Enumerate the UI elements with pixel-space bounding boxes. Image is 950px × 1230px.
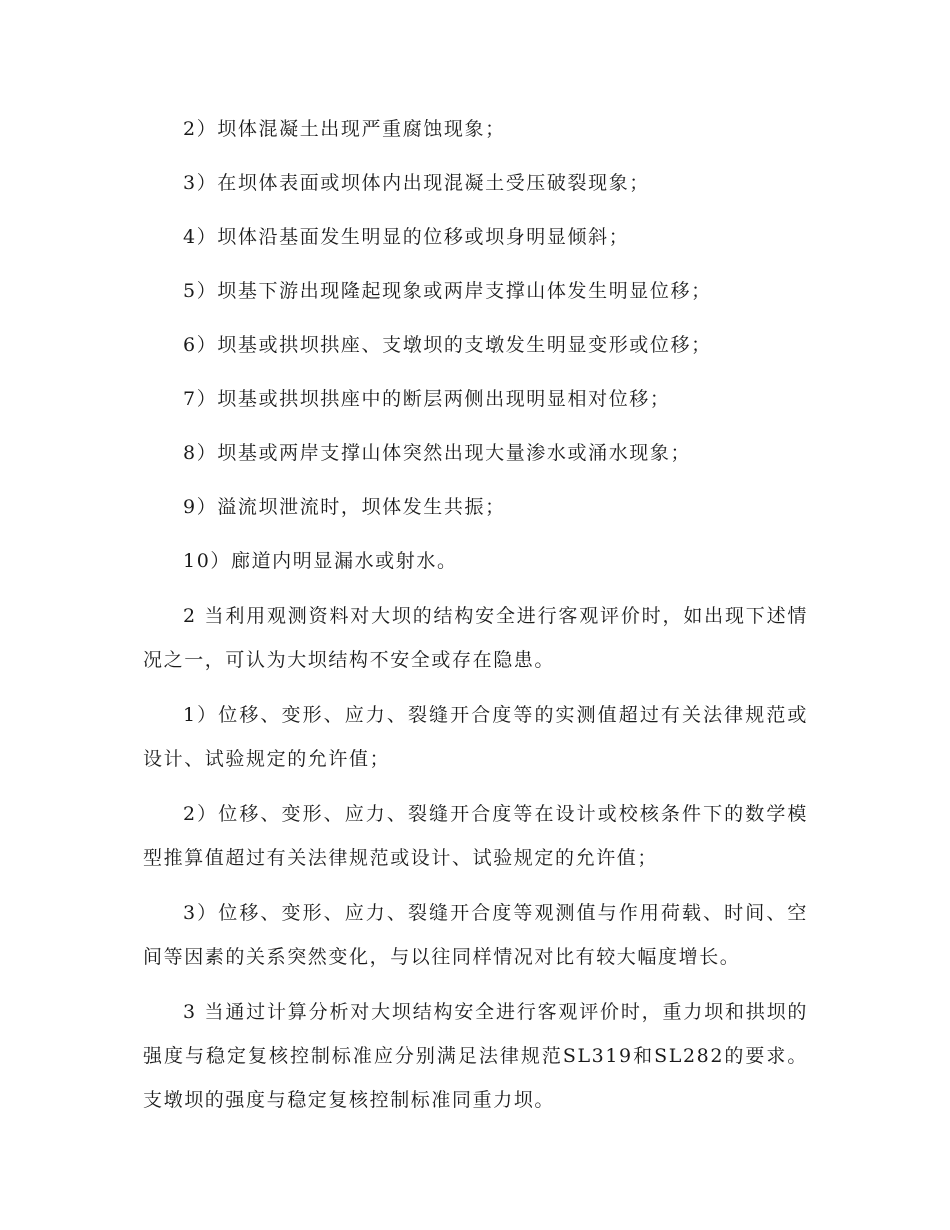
list-item: 3）在坝体表面或坝体内出现混凝土受压破裂现象； xyxy=(183,172,650,194)
paragraph-calculation-evaluation: 3 当通过计算分析对大坝结构安全进行客观评价时，重力坝和拱坝的强度与稳定复核控制标准应分别满足法律规范SL319和SL282的要求。支墩坝的强度与稳定复核控制标准同重力坝。 xyxy=(143,1001,808,1111)
list-item: 2）位移、变形、应力、裂缝开合度等在设计或校核条件下的数学模型推算值超过有关法律规范或设计、试验规定的允许值； xyxy=(143,803,808,869)
list-item: 1）位移、变形、应力、裂缝开合度等的实测值超过有关法律规范或设计、试验规定的允许值； xyxy=(143,704,808,770)
list-item: 8）坝基或两岸支撑山体突然出现大量渗水或涌水现象； xyxy=(183,442,692,464)
list-item: 10）廊道内明显漏水或射水。 xyxy=(183,550,458,572)
list-item: 4）坝体沿基面发生明显的位移或坝身明显倾斜； xyxy=(183,226,630,248)
document-body xyxy=(143,107,808,1122)
list-item: 2）坝体混凝土出现严重腐蚀现象； xyxy=(183,118,506,140)
list-item: 5）坝基下游出现隆起现象或两岸支撑山体发生明显位移； xyxy=(183,280,712,302)
list-item: 6）坝基或拱坝拱座、支墩坝的支墩发生明显变形或位移； xyxy=(183,334,712,356)
list-item: 7）坝基或拱坝拱座中的断层两侧出现明显相对位移； xyxy=(183,388,671,410)
list-item: 9）溢流坝泄流时，坝体发生共振； xyxy=(183,496,506,518)
paragraph-observation-evaluation: 2 当利用观测资料对大坝的结构安全进行客观评价时，如出现下述情况之一，可认为大坝结构不安全或存在隐患。 xyxy=(143,605,808,671)
list-item: 3）位移、变形、应力、裂缝开合度等观测值与作用荷载、时间、空间等因素的关系突然变化，与以往同样情况对比有较大幅度增长。 xyxy=(143,902,808,968)
